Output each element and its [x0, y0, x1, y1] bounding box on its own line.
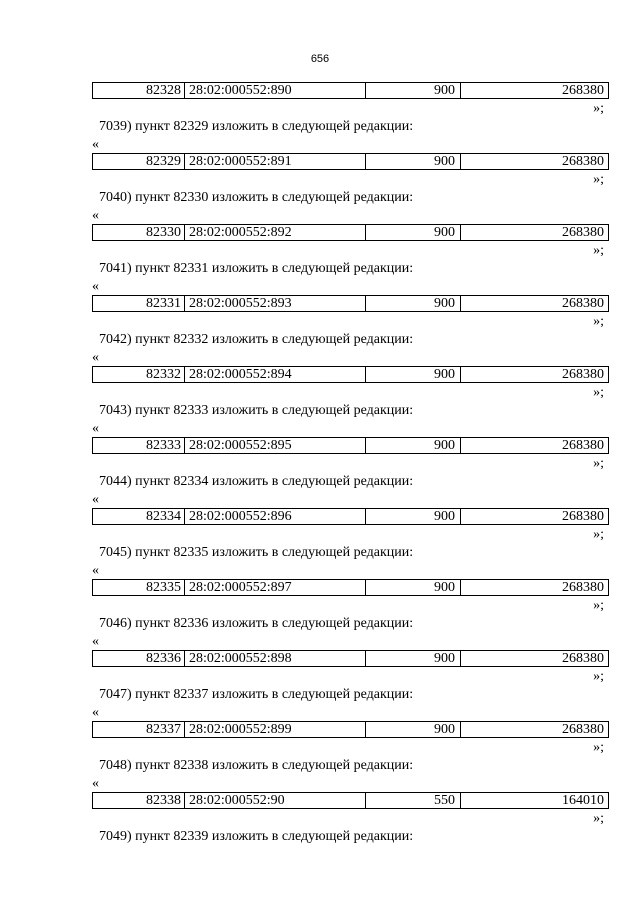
closing-quote: »; — [593, 314, 604, 329]
cadastral-number-cell: 28:02:000552:898 — [185, 651, 366, 666]
cadastral-number-cell: 28:02:000552:90 — [185, 793, 366, 808]
item-number-cell: 82335 — [93, 580, 185, 595]
item-number-cell: 82338 — [93, 793, 185, 808]
area-cell: 900 — [366, 509, 461, 524]
cost-cell: 268380 — [562, 438, 604, 453]
area-cell: 900 — [366, 225, 461, 240]
opening-quote: « — [92, 421, 99, 436]
table-row — [92, 295, 609, 312]
opening-quote: « — [92, 137, 99, 152]
cost-cell: 268380 — [562, 296, 604, 311]
table-row — [92, 792, 609, 809]
table-row — [92, 153, 609, 170]
cadastral-number-cell: 28:02:000552:893 — [185, 296, 366, 311]
item-number-cell: 82330 — [93, 225, 185, 240]
closing-quote: »; — [593, 598, 604, 613]
amendment-paragraph: 7041) пункт 82331 изложить в следующей редакции: — [99, 261, 414, 276]
closing-quote: »; — [593, 669, 604, 684]
cost-cell: 268380 — [562, 509, 604, 524]
amendment-paragraph: 7040) пункт 82330 изложить в следующей редакции: — [99, 190, 414, 205]
table-row — [92, 437, 609, 454]
amendment-paragraph: 7042) пункт 82332 изложить в следующей редакции: — [99, 332, 414, 347]
area-cell: 900 — [366, 154, 461, 169]
cadastral-number-cell: 28:02:000552:899 — [185, 722, 366, 737]
amendment-paragraph: 7044) пункт 82334 изложить в следующей редакции: — [99, 474, 414, 489]
closing-quote: »; — [593, 385, 604, 400]
amendment-block — [0, 313, 640, 383]
opening-quote: « — [92, 208, 99, 223]
area-cell: 900 — [366, 580, 461, 595]
item-number-cell: 82329 — [93, 154, 185, 169]
amendment-paragraph: 7048) пункт 82338 изложить в следующей редакции: — [99, 758, 414, 773]
amendment-block — [0, 597, 640, 667]
area-cell: 900 — [366, 722, 461, 737]
closing-quote: »; — [593, 527, 604, 542]
amendment-paragraph: 7043) пункт 82333 изложить в следующей редакции: — [99, 403, 414, 418]
cadastral-number-cell: 28:02:000552:897 — [185, 580, 366, 595]
amendment-block — [0, 739, 640, 809]
amendment-block — [0, 242, 640, 312]
table-row — [92, 721, 609, 738]
cadastral-number-cell: 28:02:000552:896 — [185, 509, 366, 524]
opening-quote: « — [92, 705, 99, 720]
cadastral-number-cell: 28:02:000552:891 — [185, 154, 366, 169]
area-cell: 900 — [366, 296, 461, 311]
amendment-paragraph: 7039) пункт 82329 изложить в следующей редакции: — [99, 119, 414, 134]
opening-quote: « — [92, 279, 99, 294]
table-row — [92, 224, 609, 241]
closing-quote: »; — [593, 101, 604, 116]
amendment-paragraph: 7045) пункт 82335 изложить в следующей редакции: — [99, 545, 414, 560]
amendment-block — [0, 668, 640, 738]
amendment-block — [0, 384, 640, 454]
cadastral-number-cell: 28:02:000552:894 — [185, 367, 366, 382]
item-number-cell: 82331 — [93, 296, 185, 311]
amendment-paragraph: 7046) пункт 82336 изложить в следующей редакции: — [99, 616, 414, 631]
table-row — [92, 366, 609, 383]
document-body — [0, 82, 640, 846]
cost-cell: 268380 — [562, 651, 604, 666]
table-row — [92, 508, 609, 525]
amendment-block — [0, 526, 640, 596]
cost-cell: 268380 — [562, 154, 604, 169]
item-number-cell: 82336 — [93, 651, 185, 666]
table-row — [92, 579, 609, 596]
opening-quote: « — [92, 634, 99, 649]
amendment-paragraph: 7047) пункт 82337 изложить в следующей редакции: — [99, 687, 414, 702]
closing-quote: »; — [593, 740, 604, 755]
closing-quote: »; — [593, 243, 604, 258]
opening-quote: « — [92, 350, 99, 365]
amendment-list — [0, 100, 640, 809]
table-row — [92, 650, 609, 667]
opening-quote: « — [92, 492, 99, 507]
last-paragraph: 7049) пункт 82339 изложить в следующей редакции: — [99, 829, 414, 844]
cost-cell: 268380 — [562, 722, 604, 737]
cost-cell: 268380 — [562, 83, 604, 98]
table-row — [92, 82, 609, 99]
amendment-block — [0, 171, 640, 241]
cadastral-number-cell: 28:02:000552:890 — [185, 83, 366, 98]
amendment-block — [0, 455, 640, 525]
closing-quote: »; — [593, 811, 604, 826]
amendment-block — [0, 100, 640, 170]
closing-quote: »; — [593, 172, 604, 187]
area-cell: 900 — [366, 651, 461, 666]
area-cell: 900 — [366, 83, 461, 98]
area-cell: 900 — [366, 438, 461, 453]
cost-cell: 268380 — [562, 367, 604, 382]
item-number-cell: 82333 — [93, 438, 185, 453]
page-number: 656 — [310, 53, 330, 65]
cost-cell: 268380 — [562, 225, 604, 240]
cadastral-number-cell: 28:02:000552:895 — [185, 438, 366, 453]
item-number-cell: 82337 — [93, 722, 185, 737]
cadastral-number-cell: 28:02:000552:892 — [185, 225, 366, 240]
area-cell: 900 — [366, 367, 461, 382]
item-number-cell: 82328 — [93, 83, 185, 98]
cost-cell: 268380 — [562, 580, 604, 595]
closing-quote: »; — [593, 456, 604, 471]
item-number-cell: 82332 — [93, 367, 185, 382]
item-number-cell: 82334 — [93, 509, 185, 524]
opening-quote: « — [92, 563, 99, 578]
area-cell: 550 — [366, 793, 461, 808]
cost-cell: 164010 — [562, 793, 604, 808]
opening-quote: « — [92, 776, 99, 791]
